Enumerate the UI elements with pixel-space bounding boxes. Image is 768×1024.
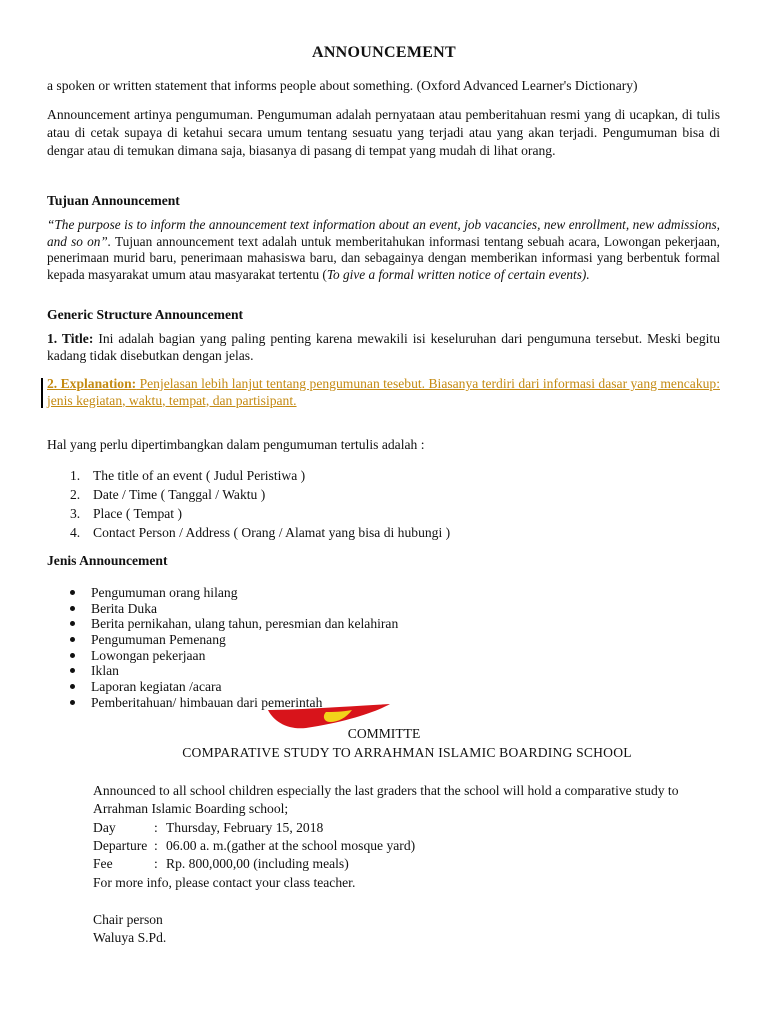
signature-title: Chair person (93, 912, 163, 927)
list-number: 2. (70, 487, 81, 502)
generic-structure-heading: Generic Structure Announcement (47, 307, 244, 322)
intro-paragraph: Announcement artinya pengumuman. Pengumuman adalah pernyataan atau pemberitahuan resmi yang di ucapkan, di tulis atau di cetak supaya di ketahui secara umum tentang sesuatu yang terjadi atau yang akan terjadi. Pengumuman bisa di dengar atau di temukan dimana saja, biasanya di pasang di tempat yang mudah di lihat orang. (47, 107, 720, 158)
list-item-text: Laporan kegiatan /acara (91, 679, 222, 695)
detail-separator: : (154, 838, 158, 853)
generic-item-explanation-label: 2. Explanation: (47, 376, 137, 391)
detail-separator: : (154, 856, 158, 871)
list-item (70, 485, 630, 504)
list-item-text: Berita pernikahan, ulang tahun, peresmian dan kelahiran (91, 616, 399, 632)
list-item (70, 523, 630, 542)
tujuan-quote: “The purpose is to inform the announcement text information about an event, job vacancies, new enrollment, new admissions, and so on”. (47, 217, 720, 249)
list-item (68, 679, 568, 695)
detail-key: Day (93, 820, 116, 835)
list-item-text: Pengumuman orang hilang (91, 585, 238, 600)
considerations-intro: Hal yang perlu dipertimbangkan dalam pengumuman tertulis adalah : (47, 437, 425, 452)
tujuan-paragraph (47, 217, 720, 283)
list-item (68, 632, 568, 648)
list-number: 1. (70, 468, 81, 483)
definition-text: a spoken or written statement that informs people about something. (Oxford Advanced Learner's Dictionary) (47, 78, 638, 93)
list-item (70, 466, 630, 485)
contact-line: For more info, please contact your class teacher. (93, 875, 356, 890)
list-number: 3. (70, 506, 81, 521)
bullet-icon (70, 653, 75, 658)
list-item-text: Date / Time ( Tanggal / Waktu ) (93, 487, 266, 502)
list-item (68, 648, 568, 664)
bullet-icon (70, 684, 75, 689)
jenis-list (68, 585, 568, 711)
list-item (68, 663, 568, 679)
generic-item-title-label: 1. Title: (47, 331, 94, 346)
list-item-text: Pemberitahuan/ himbauan dari pemerintah (91, 694, 323, 710)
list-item-text: Iklan (91, 663, 119, 679)
list-number: 4. (70, 525, 81, 540)
bullet-icon (70, 590, 75, 595)
list-item (68, 616, 568, 632)
tujuan-text: Tujuan announcement text adalah untuk memberitahukan informasi tentang sebuah acara, Lowongan pekerjaan, penerimaan murid baru, penerimaan mahasiswa baru, dan sebagainya dengan memberikan informasi yang berbentuk formal kepada masyarakat umum atau masyarakat tertentu ( (47, 233, 721, 282)
bullet-icon (70, 700, 75, 705)
bullet-icon (70, 606, 75, 611)
detail-key: Departure (93, 838, 148, 853)
detail-separator: : (154, 820, 158, 835)
generic-item-explanation[interactable] (47, 376, 720, 409)
list-item-text: Place ( Tempat ) (93, 506, 183, 521)
list-item-text: Contact Person / Address ( Orang / Alamat yang bisa di hubungi ) (93, 525, 451, 540)
list-item-text: The title of an event ( Judul Peristiwa ) (93, 468, 306, 483)
tracked-change-bar (41, 378, 43, 408)
list-item (70, 504, 630, 523)
bullet-icon (70, 621, 75, 626)
page-title: ANNOUNCEMENT (311, 44, 457, 61)
committee-label: COMMITTE (347, 726, 421, 741)
detail-value: Rp. 800,000,00 (including meals) (166, 856, 349, 871)
signature-name: Waluya S.Pd. (93, 930, 167, 945)
generic-item-explanation-text: Penjelasan lebih lanjut tentang pengumunan tesebut. Biasanya terdiri dari informasi dasar yang mencakup: jenis kegiatan, waktu, tempat, dan partisipant. (47, 376, 720, 408)
list-item-text: Berita Duka (91, 600, 158, 616)
tujuan-italic-end: To give a formal written notice of certain events). (326, 266, 590, 282)
list-item (68, 585, 568, 601)
generic-item-title-text: Ini adalah bagian yang paling penting karena mewakili isi keseluruhan dari pengumuna tersebut. Meski begitu kadang tidak disebutkan dengan jelas. (47, 331, 720, 363)
jenis-heading: Jenis Announcement (47, 553, 168, 568)
detail-key: Fee (93, 856, 113, 871)
detail-value: Thursday, February 15, 2018 (166, 820, 324, 835)
bullet-icon (70, 637, 75, 642)
bullet-icon (70, 668, 75, 673)
example-heading: COMPARATIVE STUDY TO ARRAHMAN ISLAMIC BOARDING SCHOOL (182, 745, 632, 760)
example-body: Announced to all school children especially the last graders that the school will hold a comparative study to Arrahman Islamic Boarding school; (93, 783, 679, 816)
considerations-list (70, 466, 630, 542)
generic-item-title (47, 331, 720, 364)
tujuan-heading: Tujuan Announcement (47, 193, 180, 208)
detail-value: 06.00 a. m.(gather at the school mosque yard) (166, 838, 416, 853)
list-item (68, 601, 568, 617)
list-item-text: Pengumuman Pemenang (91, 632, 226, 648)
list-item-text: Lowongan pekerjaan (91, 647, 206, 663)
